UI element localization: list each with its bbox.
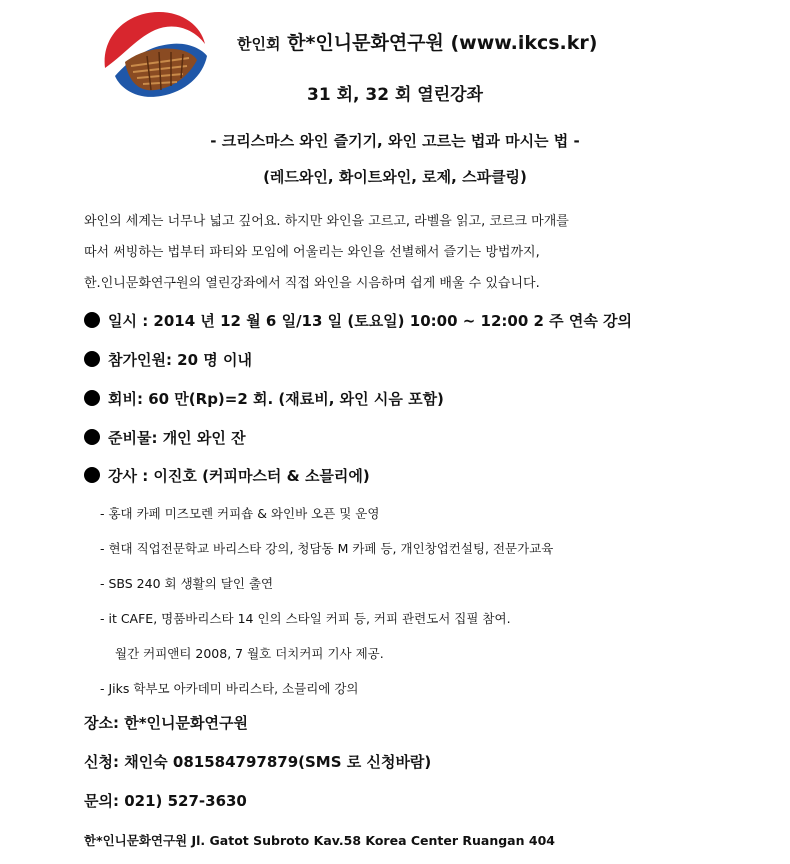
bullet-text: 참가인원: 20 명 이내 xyxy=(108,351,252,369)
org-name: 한*인니문화연구원 (www.ikcs.kr) xyxy=(287,32,598,54)
bullet-text: 일시 : 2014 년 12 월 6 일/13 일 (토요일) 10:00 ~ 12:00 2 주 연속 강의 xyxy=(108,312,633,330)
wine-types: (레드와인, 화이트와인, 로제, 스파클링) xyxy=(263,168,527,186)
organization-heading xyxy=(237,28,597,55)
career-item: - 홍대 카페 미즈모렌 커피숍 & 와인바 오픈 및 운영 xyxy=(100,506,380,521)
career-item: 월간 커피앤티 2008, 7 월호 더치커피 기사 제공. xyxy=(115,646,384,661)
bullet-dot-icon xyxy=(84,390,100,406)
registration-info: 신청: 채인숙 081584797879(SMS 로 신청바람) xyxy=(84,753,432,771)
org-prefix: 한인회 xyxy=(237,35,281,53)
intro-line: 한.인니문화연구원의 열린강좌에서 직접 와인을 시음하며 쉽게 배울 수 있습니다. xyxy=(84,276,540,291)
lecture-title: 31 회, 32 회 열린강좌 xyxy=(307,85,483,105)
bullet-capacity xyxy=(84,349,252,370)
lecture-subtitle: - 크리스마스 와인 즐기기, 와인 고르는 법과 마시는 법 - xyxy=(210,132,580,150)
intro-line: 와인의 세계는 너무나 넓고 깊어요. 하지만 와인을 고르고, 라벨을 읽고, 코르크 마개를 xyxy=(84,214,569,229)
career-item: - Jiks 학부모 아카데미 바리스타, 소믈리에 강의 xyxy=(100,681,359,696)
bullet-dot-icon xyxy=(84,429,100,445)
career-item: - it CAFE, 명품바리스타 14 인의 스타일 커피 등, 커피 관련도서 집필 참여. xyxy=(100,611,511,626)
intro-line: 따서 써빙하는 법부터 파티와 모임에 어울리는 와인을 선별해서 즐기는 방법까지, xyxy=(84,245,540,260)
bullet-instructor xyxy=(84,465,370,486)
bullet-dot-icon xyxy=(84,467,100,483)
bullet-text: 준비물: 개인 와인 잔 xyxy=(108,429,246,447)
bullet-dot-icon xyxy=(84,312,100,328)
bullet-fee xyxy=(84,388,444,409)
bullet-supplies xyxy=(84,427,246,448)
bullet-schedule xyxy=(84,310,632,331)
contact-info: 문의: 021) 527-3630 xyxy=(84,792,247,810)
bullet-dot-icon xyxy=(84,351,100,367)
venue-info: 장소: 한*인니문화연구원 xyxy=(84,714,248,732)
bullet-text: 회비: 60 만(Rp)=2 회. (재료비, 와인 시음 포함) xyxy=(108,390,444,408)
career-item: - 현대 직업전문학교 바리스타 강의, 청담동 M 카페 등, 개인창업컨설팅, 전문가교육 xyxy=(100,541,554,556)
career-item: - SBS 240 회 생활의 달인 출연 xyxy=(100,576,274,591)
address-footer: 한*인니문화연구원 Jl. Gatot Subroto Kav.58 Korea Center Ruangan 404 xyxy=(84,833,555,848)
intro-paragraph xyxy=(84,206,744,299)
bullet-text: 강사 : 이진호 (커피마스터 & 소믈리에) xyxy=(108,467,370,485)
